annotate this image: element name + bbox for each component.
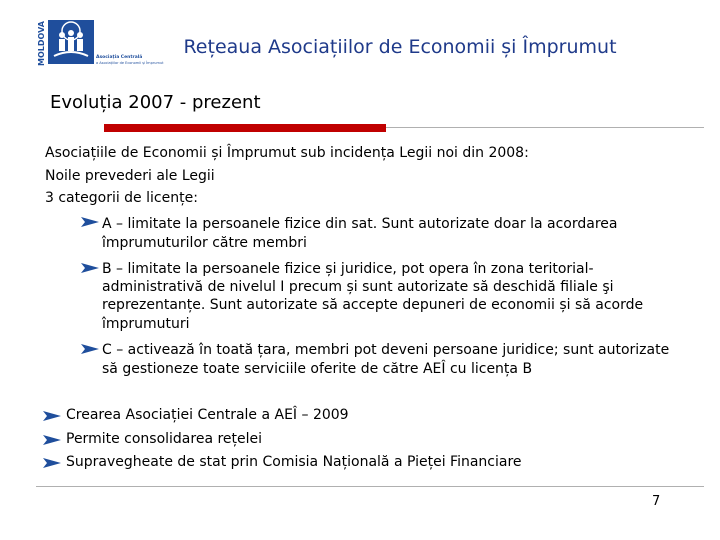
license-b-line: B – limitate la persoanele fizice și juridice, pot opera în zona teritorial- xyxy=(102,261,594,277)
license-b-line: reprezentanțe. Sunt autorizate să accepte depuneri de economii și să acorde xyxy=(102,297,644,313)
intro-line: Asociațiile de Economii și Împrumut sub incidența Legii noi din 2008: xyxy=(45,145,529,161)
arrow-bullet-icon xyxy=(42,456,62,470)
people-emblem-icon xyxy=(48,20,94,64)
bullet-item: Supravegheate de stat prin Comisia Națională a Pieței Financiare xyxy=(66,454,522,470)
bullet-item: Permite consolidarea rețelei xyxy=(66,431,263,447)
license-b-line: împrumuturi xyxy=(102,316,190,332)
header-title: Rețeaua Asociațiilor de Economii și Împrumut xyxy=(183,36,617,58)
footer-divider xyxy=(36,486,704,487)
license-a-line: împrumuturilor către membri xyxy=(102,235,307,251)
arrow-bullet-icon xyxy=(80,342,100,356)
arrow-bullet-icon xyxy=(80,215,100,229)
logo xyxy=(36,18,164,72)
license-c-line: să gestioneze toate serviciile oferite de către AEÎ cu licența B xyxy=(102,361,533,377)
bullet-item: Crearea Asociației Centrale a AEÎ – 2009 xyxy=(66,407,349,423)
arrow-bullet-icon xyxy=(42,433,62,447)
page-subtitle: Evoluția 2007 - prezent xyxy=(50,92,261,113)
accent-red-rule xyxy=(104,124,386,132)
license-b-line: administrativă de nivelul I precum și sunt autorizate să deschidă filiale şi xyxy=(102,279,614,295)
logo-org-line2: a Asociațiilor de Economii și Împrumut xyxy=(96,61,164,65)
license-c-line: C – activează în toată țara, membri pot deveni persoane juridice; sunt autorizate xyxy=(102,342,670,358)
arrow-bullet-icon xyxy=(80,261,100,275)
logo-org-line1: Asociația Centrală xyxy=(96,55,143,60)
title-divider xyxy=(386,127,704,128)
intro-line: Noile prevederi ale Legii xyxy=(45,168,215,184)
logo-country-text: MOLDOVA xyxy=(37,21,46,66)
page-number: 7 xyxy=(652,494,661,509)
intro-line: 3 categorii de licențe: xyxy=(45,190,198,206)
arrow-bullet-icon xyxy=(42,409,62,423)
license-a-line: A – limitate la persoanele fizice din sat. Sunt autorizate doar la acordarea xyxy=(102,216,618,232)
